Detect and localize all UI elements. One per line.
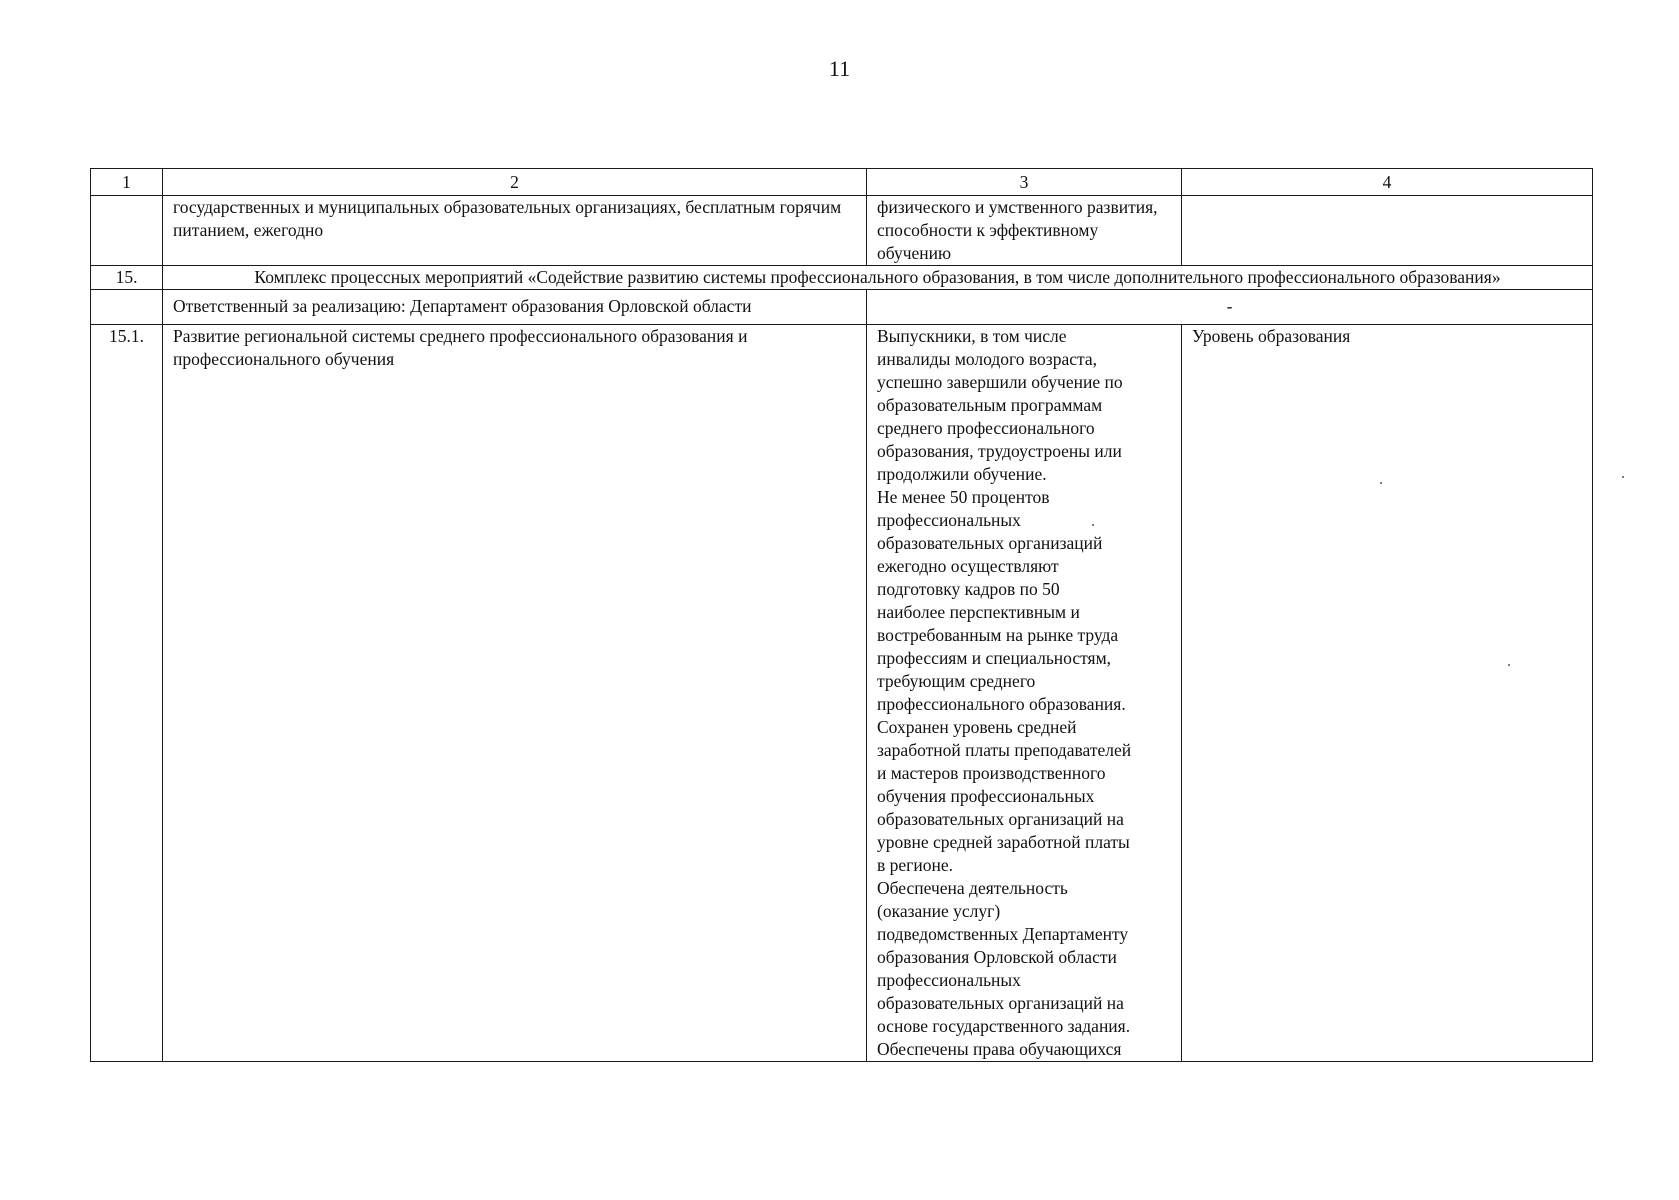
continuation-task-cell: государственных и муниципальных образовательных организациях, бесплатным горячим питанием, ежегодно [163, 196, 867, 266]
continuation-indicator-cell [1182, 196, 1593, 266]
responsible-value: - [867, 290, 1593, 325]
column-number-3: 3 [867, 169, 1182, 196]
column-number-1: 1 [91, 169, 163, 196]
continuation-number-cell [91, 196, 163, 266]
item-result: Выпускники, в том числе инвалиды молодого возраста, успешно завершили обучение по образовательным программам среднего профессионального образования, трудоустроены или продолжили обучение. Не менее 50 процентов профессиональных образовательных организаций ежегодно осуществляют подготовку кадров по 50 наиболее перспективным и востребованным на рынке труда профессиям и специальностям, требующим среднего профессионального образования. Сохранен уровень средней заработной платы преподавателей и мастеров производственного обучения профессиональных образовательных организаций на уровне средней заработной платы в регионе. Обеспечена деятельность (оказание услуг) подведомственных Департаменту образования Орловской области профессиональных образовательных организаций на основе государственного задания. Обеспечены права обучающихся [867, 325, 1182, 1062]
responsible-number-cell [91, 290, 163, 325]
responsible-row [91, 290, 1593, 325]
item-indicator: Уровень образования [1182, 325, 1593, 1062]
scan-speck [1380, 482, 1382, 484]
program-table [90, 168, 1593, 1062]
continuation-row [91, 196, 1593, 266]
responsible-text: Ответственный за реализацию: Департамент образования Орловской области [163, 290, 867, 325]
continuation-result-cell: физического и умственного развития, способности к эффективному обучению [867, 196, 1182, 266]
item-row [91, 325, 1593, 1062]
scan-speck [1622, 476, 1624, 478]
item-number: 15.1. [91, 325, 163, 1062]
section-number: 15. [91, 266, 163, 290]
scan-speck [1092, 524, 1094, 526]
column-number-2: 2 [163, 169, 867, 196]
section-row [91, 266, 1593, 290]
page-number: 11 [828, 56, 851, 81]
item-task: Развитие региональной системы среднего профессионального образования и профессионального обучения [163, 325, 867, 1062]
table-header-row [91, 169, 1593, 196]
scan-speck [1508, 664, 1510, 666]
section-title: Комплекс процессных мероприятий «Содействие развитию системы профессионального образования, в том числе дополнительного профессионального образования» [163, 266, 1593, 290]
column-number-4: 4 [1182, 169, 1593, 196]
